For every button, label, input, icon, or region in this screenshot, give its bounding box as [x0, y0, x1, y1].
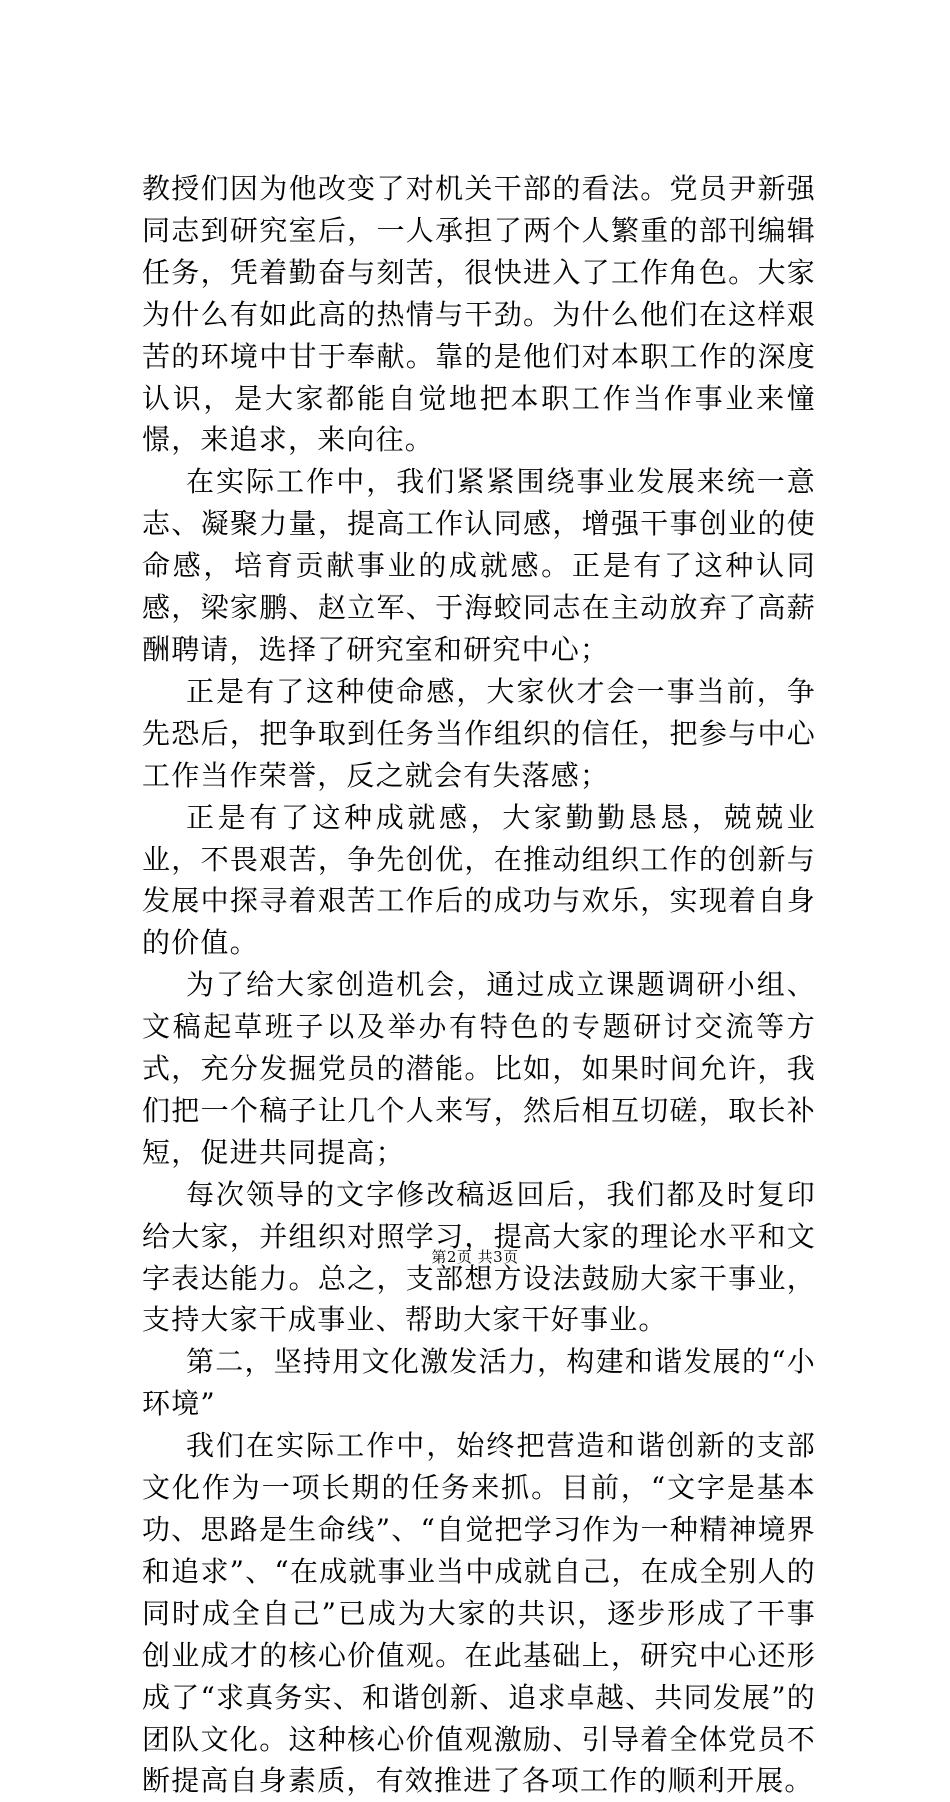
paragraph: 正是有了这种使命感，大家伙才会一事当前，争先恐后，把争取到任务当作组织的信任，把参与中心工作当作荣誉，反之就会有失落感；: [142, 674, 816, 792]
document-body: [142, 168, 816, 1802]
paragraph: 每次领导的文字修改稿返回后，我们都及时复印给大家，并组织对照学习，提高大家的理论水平和文字表达能力。总之，支部想方设法鼓励大家干事业，支持大家干成事业、帮助大家干好事业。: [142, 1177, 816, 1337]
page-number: 第2页 共3页: [431, 1248, 519, 1266]
paragraph: 正是有了这种成就感，大家勤勤恳恳，兢兢业业，不畏艰苦，争先创优，在推动组织工作的创新与发展中探寻着艰苦工作后的成功与欢乐，实现着自身的价值。: [142, 800, 816, 960]
paragraph: 为了给大家创造机会，通过成立课题调研小组、文稿起草班子以及举办有特色的专题研讨交流等方式，充分发掘党员的潜能。比如，如果时间允许，我们把一个稿子让几个人来写，然后相互切磋，取长补短，促进共同提高；: [142, 968, 816, 1169]
paragraph: 在实际工作中，我们紧紧围绕事业发展来统一意志、凝聚力量，提高工作认同感，增强干事创业的使命感，培育贡献事业的成就感。正是有了这种认同感，梁家鹏、赵立军、于海蛟同志在主动放弃了高薪酬聘请，选择了研究室和研究中心；: [142, 465, 816, 666]
paragraph: 我们在实际工作中，始终把营造和谐创新的支部文化作为一项长期的任务来抓。目前，“文字是基本功、思路是生命线”、“自觉把学习作为一种精神境界和追求”、“在成就事业当中成就自己，在成全别人的同时成全自己”已成为大家的共识，逐步形成了干事创业成才的核心价值观。在此基础上，研究中心还形成了“求真务实、和谐创新、追求卓越、共同发展”的团队文化。这种核心价值观激励、引导着全体党员不断提高自身素质，有效推进了各项工作的顺利开展。: [142, 1429, 816, 1798]
paragraph-continued: 教授们因为他改变了对机关干部的看法。党员尹新强同志到研究室后，一人承担了两个人繁重的部刊编辑任务，凭着勤奋与刻苦，很快进入了工作角色。大家为什么有如此高的热情与干劲。为什么他们在这样艰苦的环境中甘于奉献。靠的是他们对本职工作的深度认识，是大家都能自觉地把本职工作当作事业来憧憬，来追求，来向往。: [142, 172, 816, 457]
section-heading: 第二，坚持用文化激发活力，构建和谐发展的“小环境”: [142, 1345, 816, 1421]
